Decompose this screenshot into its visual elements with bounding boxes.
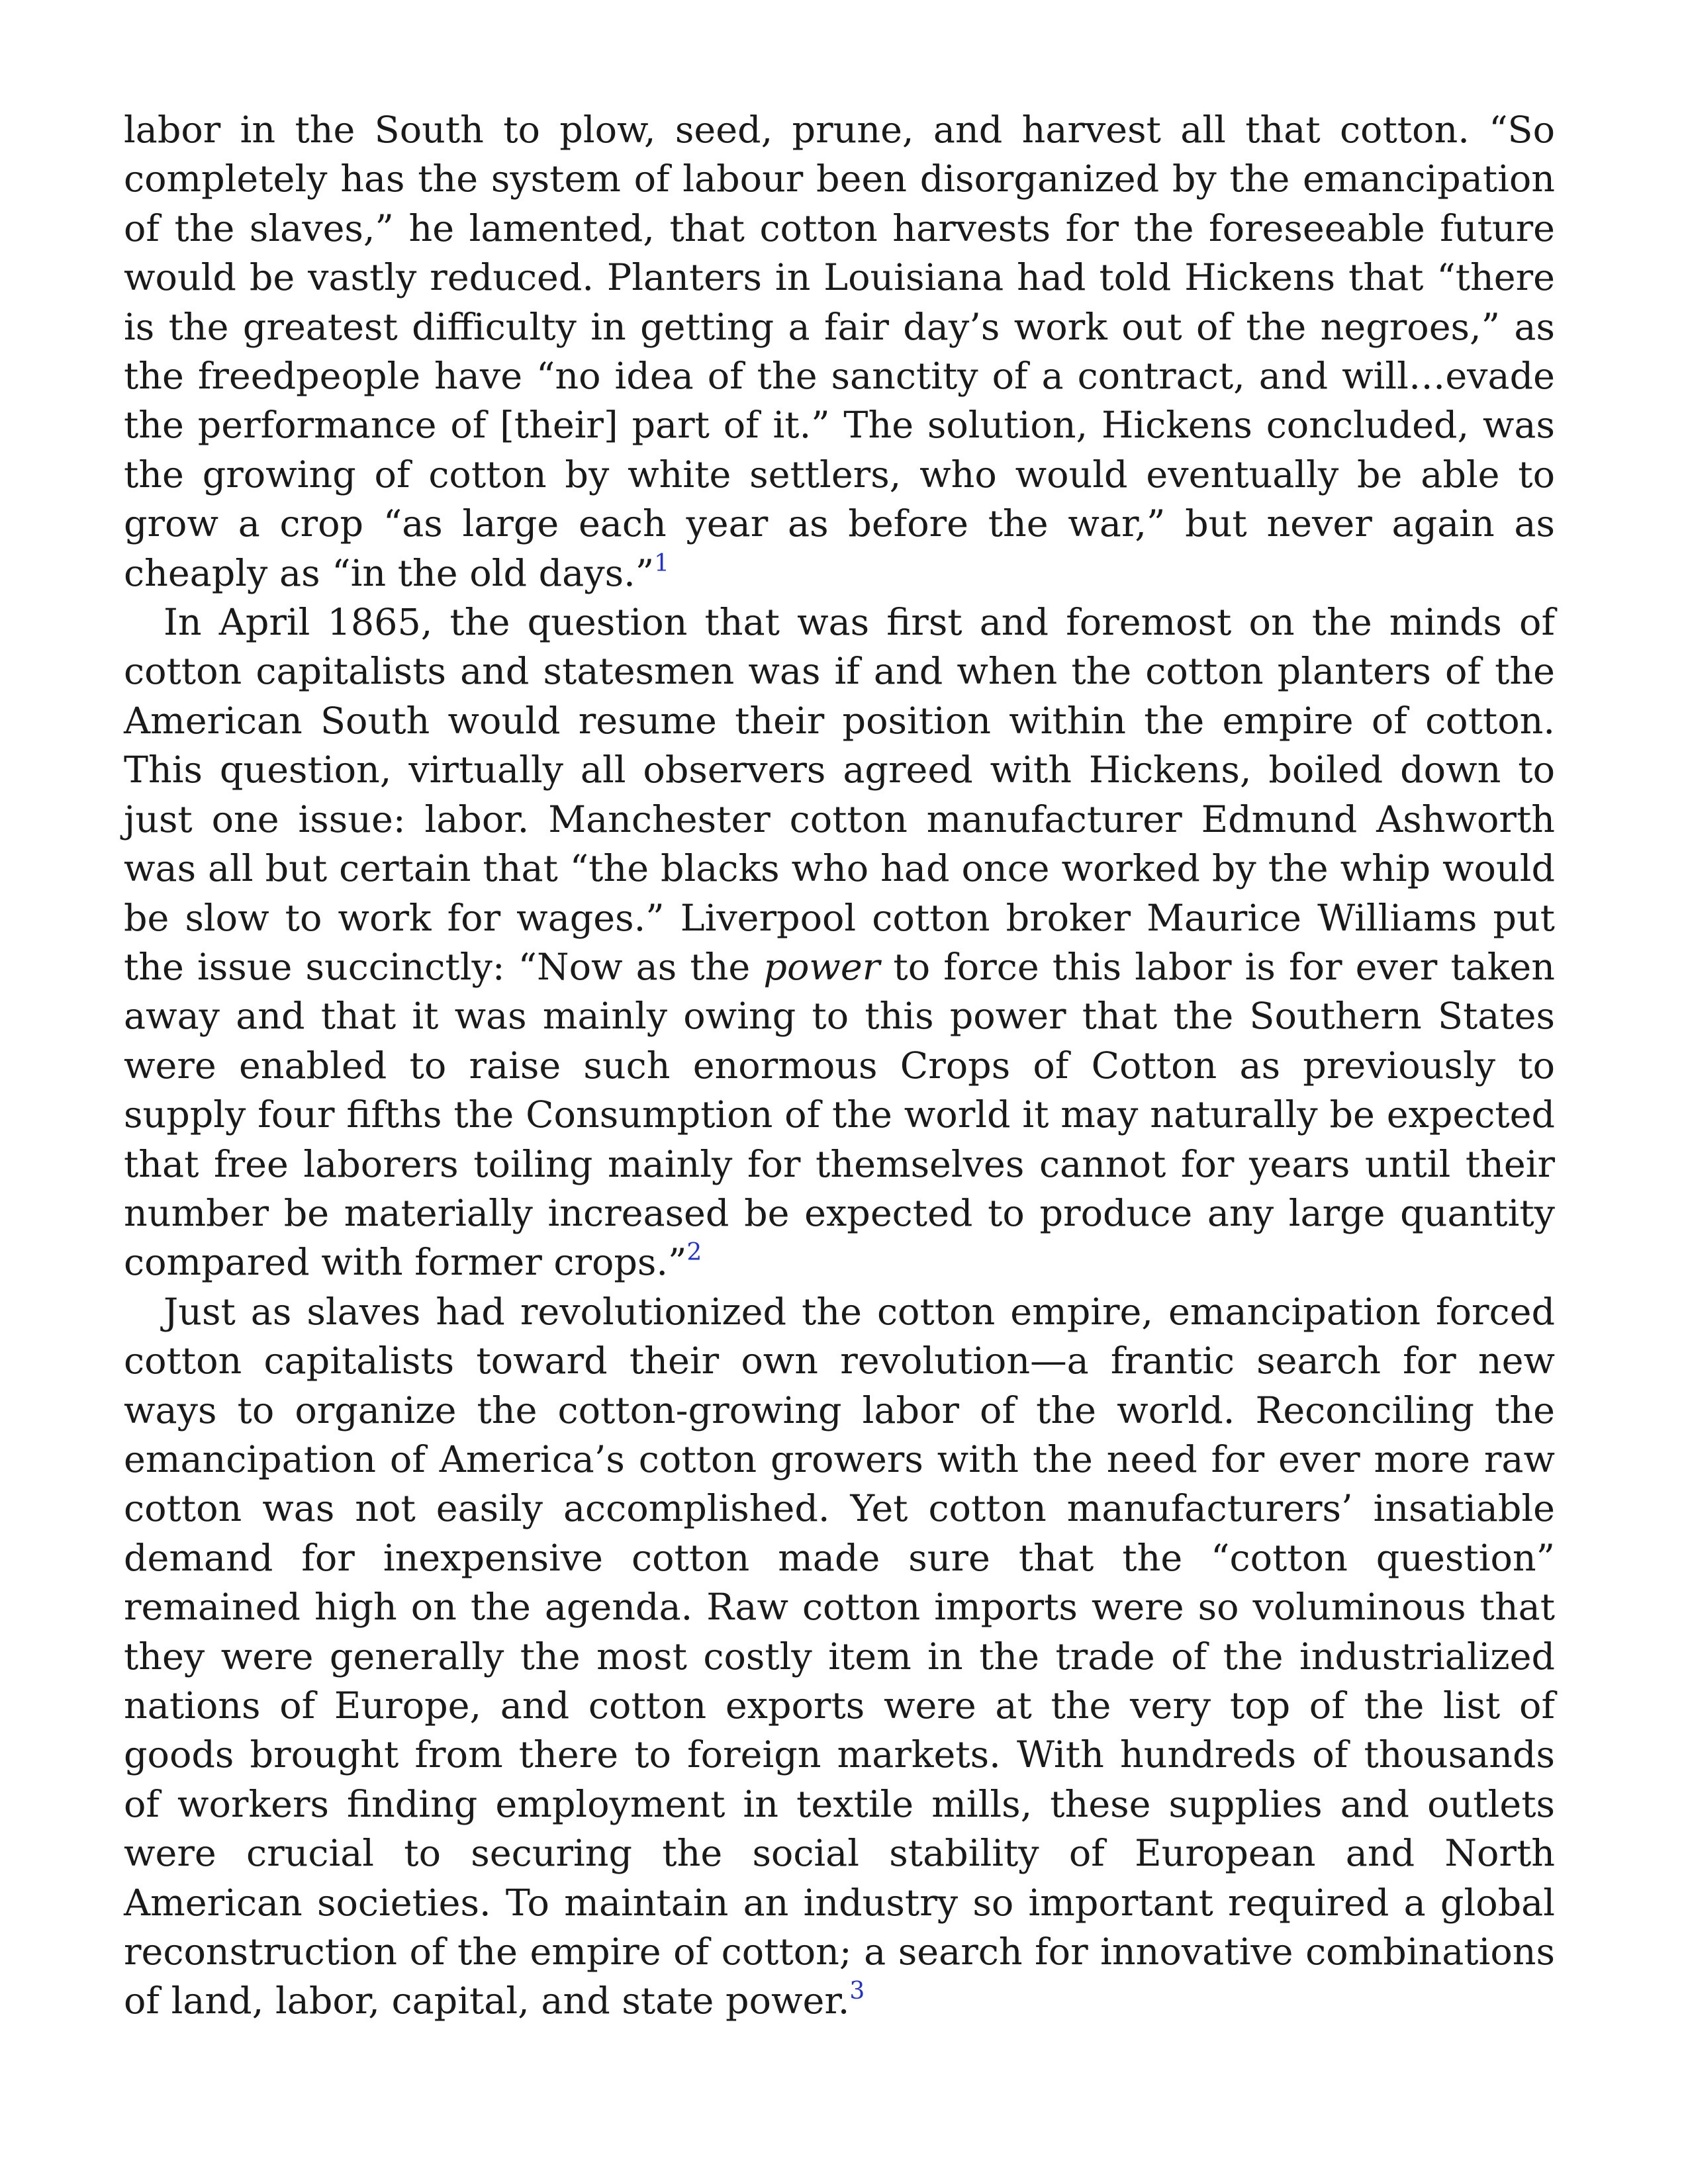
paragraph-april-1865 bbox=[124, 598, 1555, 1288]
paragraph-hickens-continuation bbox=[124, 106, 1555, 598]
paragraph-text: labor in the South to plow, seed, prune, and harvest all that cotton. “So completely has the system of labour been disorganized by the emancipation of the slaves,” he lamented, that cotton harvests for the foreseeable future would be vastly reduced. Planters in Louisiana had told Hickens that “there is the greatest difficulty in getting a fair day’s work out of the negroes,” as the freedpeople have “no idea of the sanctity of a contract, and will…evade the performance of [their] part of it.” The solution, Hickens concluded, was the growing of cotton by white settlers, who would eventually be able to grow a crop “as large each year as before the war,” but never again as cheaply as “in the old days.” bbox=[124, 109, 1555, 595]
emphasis-power: power bbox=[763, 945, 880, 989]
paragraph-text: In April 1865, the question that was first and foremost on the minds of cotton capitalists and statesmen was if and when the cotton planters of the American South would resume their position within the empire of cotton. This question, virtually all observers agreed with Hickens, boiled down to just one issue: labor. Manchester cotton manufacturer Edmund Ashworth was all but certain that “the blacks who had once worked by the whip would be slow to work for wages.” Liverpool cotton broker Maurice Williams put the issue succinctly: “Now as the bbox=[124, 601, 1555, 989]
paragraph-emancipation-revolution bbox=[124, 1288, 1555, 2026]
footnote-link-3[interactable]: 3 bbox=[849, 1978, 865, 2005]
footnote-link-2[interactable]: 2 bbox=[686, 1239, 702, 1267]
footnote-link-1[interactable]: 1 bbox=[654, 549, 669, 577]
paragraph-text: to force this labor is for ever taken away and that it was mainly owing to this power that the Southern States were enabled to raise such enormous Crops of Cotton as previously to supply four fifths the Consumption of the world it may naturally be expected that free laborers toiling mainly for themselves cannot for years until their number be materially increased be expected to produce any large quantity compared with former crops.” bbox=[124, 945, 1555, 1285]
paragraph-text: Just as slaves had revolutionized the cotton empire, emancipation forced cotton capitalists toward their own revolution—a frantic search for new ways to organize the cotton-growing labor of the world. Reconciling the emancipation of America’s cotton growers with the need for ever more raw cotton was not easily accomplished. Yet cotton manufacturers’ insatiable demand for inexpensive cotton made sure that the “cotton question” remained high on the agenda. Raw cotton imports were so voluminous that they were generally the most costly item in the trade of the industrialized nations of Europe, and cotton exports were at the very top of the list of goods brought from there to foreign markets. With hundreds of thousands of workers finding employment in textile mills, these supplies and outlets were crucial to securing the social stability of European and North American societies. To maintain an industry so important required a global reconstruction of the empire of cotton; a search for innovative combinations of land, labor, capital, and state power. bbox=[124, 1290, 1555, 2023]
book-page-body bbox=[124, 106, 1555, 2026]
